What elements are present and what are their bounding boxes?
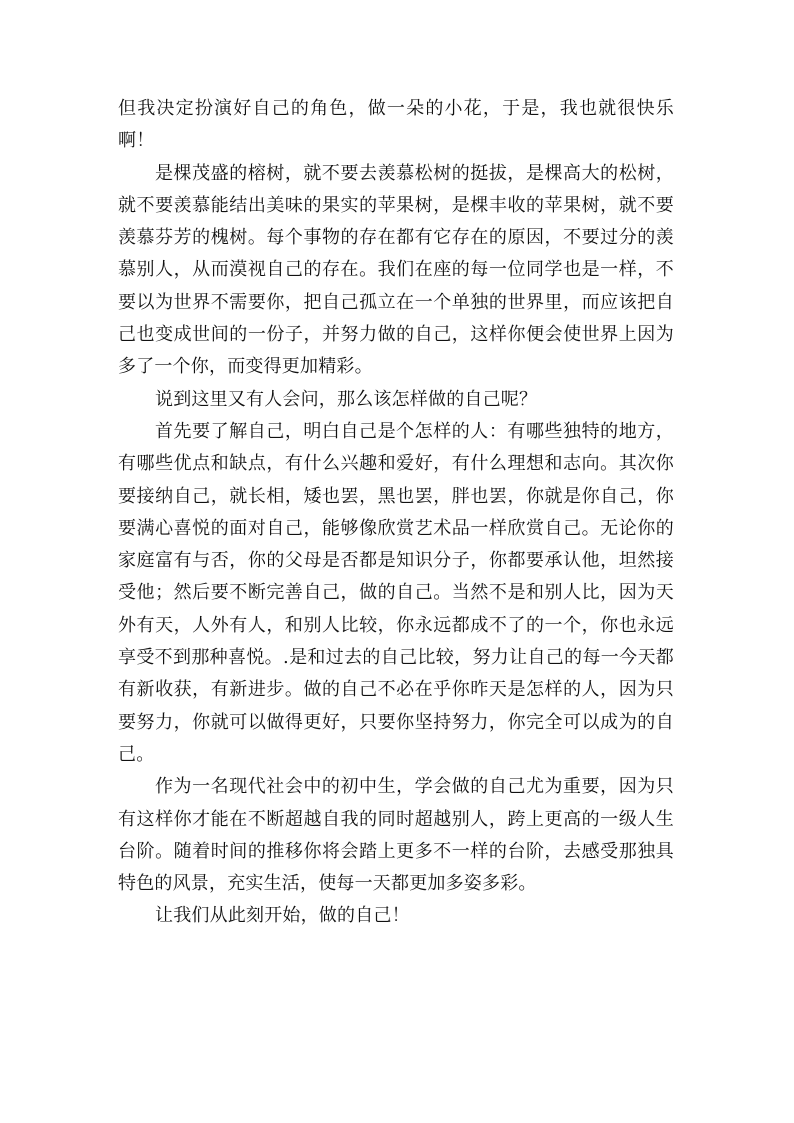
document-body (118, 93, 674, 933)
paragraph-question: 说到这里又有人会问，那么该怎样做的自己呢？ (155, 388, 538, 410)
paragraph-banyan-tree: 是棵茂盛的榕树，就不要去羡慕松树的挺拔，是棵高大的松树，就不要羡慕能结出美味的果实的苹果树，是棵丰收的苹果树，就不要羡慕芬芳的槐树。每个事物的存在都有它存在的原因，不要过分的羡慕别人，从而漠视自己的存在。我们在座的每一位同学也是一样，不要以为世界不需要你，把自己孤立在一个单独的世界里，而应该把自己也变成世间的一份子，并努力做的自己，这样你便会使世界上因为多了一个你，而变得更加精彩。 (118, 162, 674, 378)
paragraph-continuation: 但我决定扮演好自己的角色，做一朵的小花，于是，我也就很快乐啊！ (118, 98, 674, 152)
paragraph-closing: 让我们从此刻开始，做的自己！ (155, 905, 410, 927)
paragraph-middle-school-student: 作为一名现代社会中的初中生，学会做的自己尤为重要，因为只有这样你才能在不断超越自我的同时超越别人，跨上更高的一级人生台阶。随着时间的推移你将会踏上更多不一样的台阶，去感受那独具特色的风景，充实生活，使每一天都更加多姿多彩。 (118, 776, 674, 895)
paragraph-know-yourself: 首先要了解自己，明白自己是个怎样的人：有哪些独特的地方，有哪些优点和缺点，有什么兴趣和爱好，有什么理想和志向。其次你要接纳自己，就长相，矮也罢，黑也罢，胖也罢，你就是你自己，你要满心喜悦的面对自己，能够像欣赏艺术品一样欣赏自己。无论你的家庭富有与否，你的父母是否都是知识分子，你都要承认他，坦然接受他；然后要不断完善自己，做的自己。当然不是和别人比，因为天外有天，人外有人，和别人比较，你永远都成不了的一个，你也永远享受不到那种喜悦。.是和过去的自己比较，努力让自己的每一今天都有新收获，有新进步。做的自己不必在乎你昨天是怎样的人，因为只要努力，你就可以做得更好，只要你坚持努力，你完全可以成为的自己。 (118, 420, 674, 765)
